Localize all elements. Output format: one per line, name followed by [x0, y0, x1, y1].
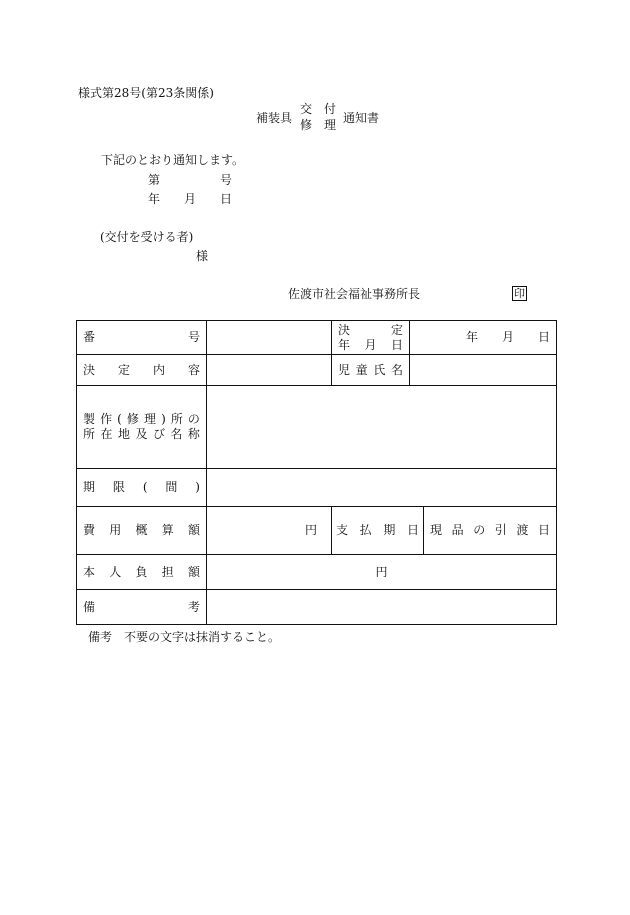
self-pay-unit: 円 [375, 564, 388, 579]
number-char-go: 号 [219, 173, 232, 187]
decision-content-label: 決 定 内 容 [77, 355, 207, 386]
document-date-line [148, 192, 232, 206]
date-char-year: 年 [148, 192, 161, 206]
issuer-name: 佐渡市社会福祉事務所長 [288, 287, 421, 301]
row-maker [77, 386, 557, 469]
maker-value [207, 386, 557, 469]
decision-date-label: 決 定 年 月 日 [332, 321, 410, 355]
child-name-label: 児 童 氏 名 [332, 355, 410, 386]
remarks-label: 備 考 [77, 590, 207, 625]
self-pay-value [207, 555, 557, 590]
notification-form-table [76, 320, 557, 625]
date-char-month: 月 [183, 192, 196, 206]
child-name-value [410, 355, 557, 386]
form-number: 様式第28号(第23条関係) [78, 86, 214, 100]
number-char-dai: 第 [148, 173, 161, 187]
row-remarks [77, 590, 557, 625]
notice-text: 下記のとおり通知します。 [101, 153, 245, 167]
title-prefix: 補装具 [256, 111, 293, 125]
delivery-label: 現 品 の 引 渡 日 [424, 507, 557, 555]
number-value [207, 321, 332, 355]
title-suffix: 通知書 [343, 111, 380, 125]
decision-content-value [207, 355, 332, 386]
period-value [207, 469, 557, 507]
footer-note: 備考 不要の文字は抹消すること。 [88, 630, 281, 644]
number-label: 番 号 [77, 321, 207, 355]
row-number-decision-date [77, 321, 557, 355]
document-number-line [148, 173, 232, 187]
title-option-repair: 修 理 [300, 118, 337, 132]
row-period [77, 469, 557, 507]
maker-label: 製 作 ( 修 理 ) 所 の 所 在 地 及 び 名 称 [77, 386, 207, 469]
row-cost [77, 507, 557, 555]
remarks-value [207, 590, 557, 625]
cost-unit: 円 [304, 523, 317, 537]
row-decision-content [77, 355, 557, 386]
row-self-pay [77, 555, 557, 590]
recipient-honorific: 様 [196, 249, 209, 263]
decision-date-value: 年 月 日 [410, 321, 557, 355]
seal-mark: 印 [514, 287, 525, 300]
cost-value [207, 507, 332, 555]
title-option-issue: 交 付 [300, 102, 337, 116]
cost-label: 費 用 概 算 額 [77, 507, 207, 555]
recipient-label: (交付を受ける者) [100, 230, 194, 244]
self-pay-label: 本 人 負 担 額 [77, 555, 207, 590]
payment-date-label: 支 払 期 日 [332, 507, 424, 555]
period-label: 期 限 ( 間 ) [77, 469, 207, 507]
date-char-day: 日 [219, 192, 232, 206]
